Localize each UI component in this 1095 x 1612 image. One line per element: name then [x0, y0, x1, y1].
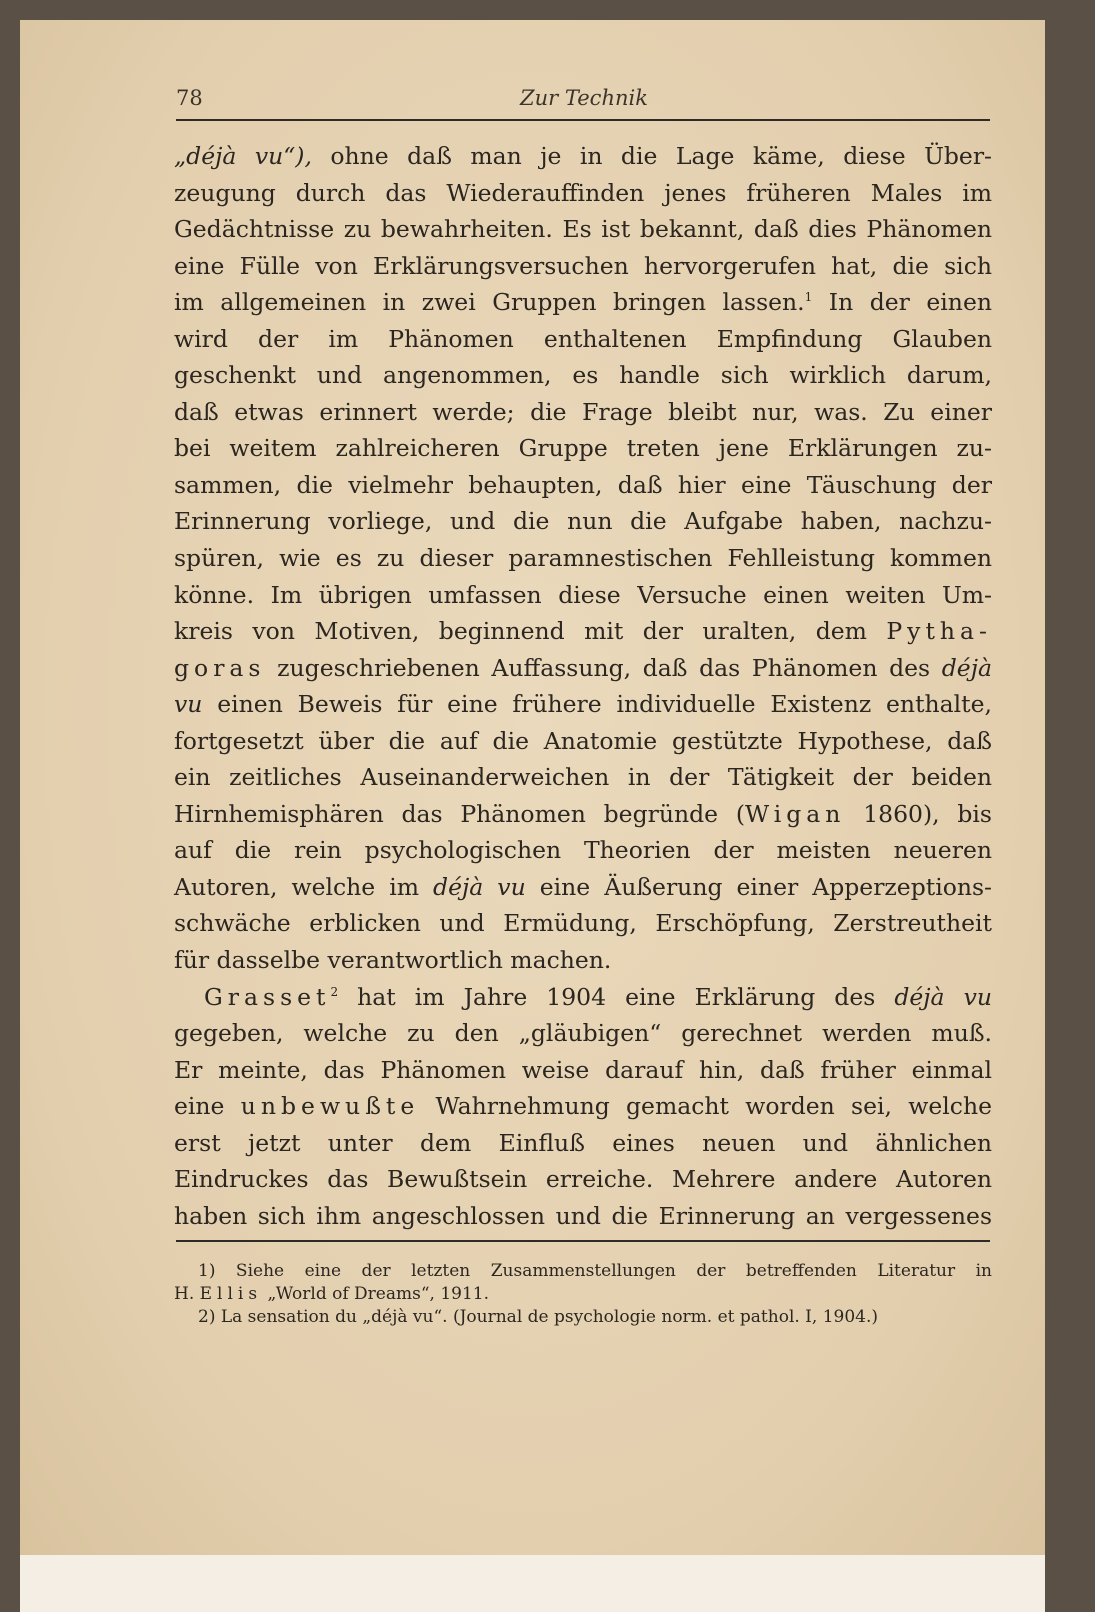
text-run: auf die rein psychologischen Theorien der meisten neueren — [174, 836, 992, 865]
text-run: 2) La sensation du „déjà vu“. (Journal de psychologie norm. et pathol. I, 1904.) — [198, 1307, 879, 1327]
text-line — [174, 211, 992, 248]
text-line — [174, 613, 992, 650]
text-run: 1860), bis — [845, 799, 992, 828]
footnotes — [174, 1260, 992, 1329]
text-line — [174, 723, 992, 760]
text-line — [174, 979, 992, 1016]
spaced-name: Wigan — [745, 799, 846, 828]
footnote-line — [174, 1306, 992, 1329]
text-line — [174, 357, 992, 394]
italic-text: déjà — [941, 653, 992, 682]
text-run: im allgemeinen in zwei Gruppen bringen lassen. — [174, 288, 805, 317]
text-line — [174, 1052, 992, 1089]
text-run: „World of Dreams“, 1911. — [262, 1284, 489, 1304]
italic-text: déjà vu — [894, 982, 992, 1011]
text-line — [174, 759, 992, 796]
text-line — [174, 577, 992, 614]
text-run: ein zeitliches Auseinanderweichen in der Tätigkeit der beiden — [174, 763, 992, 792]
text-run: eine — [174, 1092, 241, 1121]
text-line — [174, 905, 992, 942]
text-run: kreis von Motiven, beginnend mit der uralten, dem — [174, 617, 887, 646]
footnote-marker: 1 — [804, 290, 813, 305]
text-line — [174, 1125, 992, 1162]
text-line — [174, 942, 992, 979]
text-run: hat im Jahre 1904 eine Erklärung des — [338, 982, 895, 1011]
text-run: ohne daß man je in die Lage käme, diese Über- — [311, 142, 992, 170]
text-line — [174, 284, 992, 321]
text-line — [174, 503, 992, 540]
text-run: könne. Im übrigen umfassen diese Versuche einen weiten Um- — [174, 580, 992, 609]
text-run: erst jetzt unter dem Einfluß eines neuen und ähnlichen — [174, 1128, 992, 1157]
text-run: geschenkt und angenommen, es handle sich wirklich darum, — [174, 361, 992, 390]
text-run: eine Äußerung einer Apperzeptions- — [525, 872, 992, 901]
text-run: Hirnhemisphären das Phänomen begründe ( — [174, 799, 745, 828]
text-line — [174, 1198, 992, 1235]
spaced-name: Grasset — [204, 982, 331, 1011]
text-line — [174, 1015, 992, 1052]
text-run: Er meinte, das Phänomen weise darauf hin, daß früher einmal — [174, 1055, 992, 1084]
text-line — [174, 321, 992, 358]
text-line — [174, 248, 992, 285]
footnote-line — [174, 1283, 992, 1306]
text-line — [174, 1161, 992, 1198]
spaced-name: Ellis — [199, 1284, 263, 1304]
text-line — [174, 1088, 992, 1125]
text-line — [174, 686, 992, 723]
text-line — [174, 796, 992, 833]
text-run: wird der im Phänomen enthaltenen Empfindung Glauben — [174, 324, 992, 353]
text-run: eine Fülle von Erklärungsversuchen hervorgerufen hat, die sich — [174, 251, 992, 280]
text-line — [174, 540, 992, 577]
italic-text: vu — [174, 690, 203, 719]
text-run: spüren, wie es zu dieser paramnestischen Fehlleistung kommen — [174, 544, 992, 573]
scan-margin — [20, 1555, 1045, 1612]
text-run: In der einen — [812, 288, 992, 317]
text-run: H. — [174, 1284, 200, 1304]
text-run: Autoren, welche im — [174, 872, 434, 901]
running-title: Zur Technik — [520, 86, 648, 110]
text-run: daß etwas erinnert werde; die Frage bleibt nur, was. Zu einer — [174, 397, 992, 426]
page-header — [176, 86, 992, 116]
text-run: zugeschriebenen Auffassung, daß das Phänomen des — [265, 653, 942, 682]
text-run: einen Beweis für eine frühere individuelle Existenz enthalte, — [202, 690, 992, 719]
page-number: 78 — [176, 86, 203, 110]
text-line — [174, 138, 992, 175]
italic-text: déjà vu — [433, 872, 526, 901]
text-line — [174, 430, 992, 467]
text-run: haben sich ihm angeschlossen und die Erinnerung an vergessenes — [174, 1201, 992, 1230]
text-line — [174, 394, 992, 431]
spaced-name: Pytha- — [886, 617, 992, 646]
text-line — [174, 869, 992, 906]
text-run: Eindruckes das Bewußtsein erreiche. Mehrere andere Autoren — [174, 1165, 992, 1194]
text-line — [174, 175, 992, 212]
text-run: sammen, die vielmehr behaupten, daß hier eine Täuschung der — [174, 470, 992, 499]
footnote-rule — [176, 1240, 990, 1242]
text-run: 1) Siehe eine der letzten Zusammenstellungen der betreffenden Literatur in — [198, 1261, 992, 1281]
text-run: bei weitem zahlreicheren Gruppe treten jene Erklärungen zu- — [174, 434, 992, 463]
body-text — [174, 138, 992, 1234]
spaced-name: unbewußte — [240, 1092, 420, 1121]
spaced-name: goras — [174, 653, 266, 682]
header-rule — [176, 119, 990, 121]
text-run: für dasselbe verantwortlich machen. — [174, 946, 612, 975]
text-run: Gedächtnisse zu bewahrheiten. Es ist bekannt, daß dies Phänomen — [174, 215, 992, 244]
text-run: zeugung durch das Wiederauffinden jenes früheren Males im — [174, 178, 992, 207]
italic-text: „déjà vu“), — [174, 142, 312, 170]
text-line — [174, 650, 992, 687]
text-run: Erinnerung vorliege, und die nun die Aufgabe haben, nachzu- — [174, 507, 992, 536]
text-run: fortgesetzt über die auf die Anatomie gestützte Hypothese, daß — [174, 726, 992, 755]
text-run: Wahrnehmung gemacht worden sei, welche — [419, 1092, 992, 1121]
text-line — [174, 467, 992, 504]
footnote-line — [174, 1260, 992, 1283]
footnote-marker: 2 — [330, 984, 339, 999]
text-run: schwäche erblicken und Ermüdung, Erschöpfung, Zerstreutheit — [174, 909, 992, 938]
text-run: gegeben, welche zu den „gläubigen“ gerechnet werden muß. — [174, 1019, 992, 1048]
text-line — [174, 832, 992, 869]
